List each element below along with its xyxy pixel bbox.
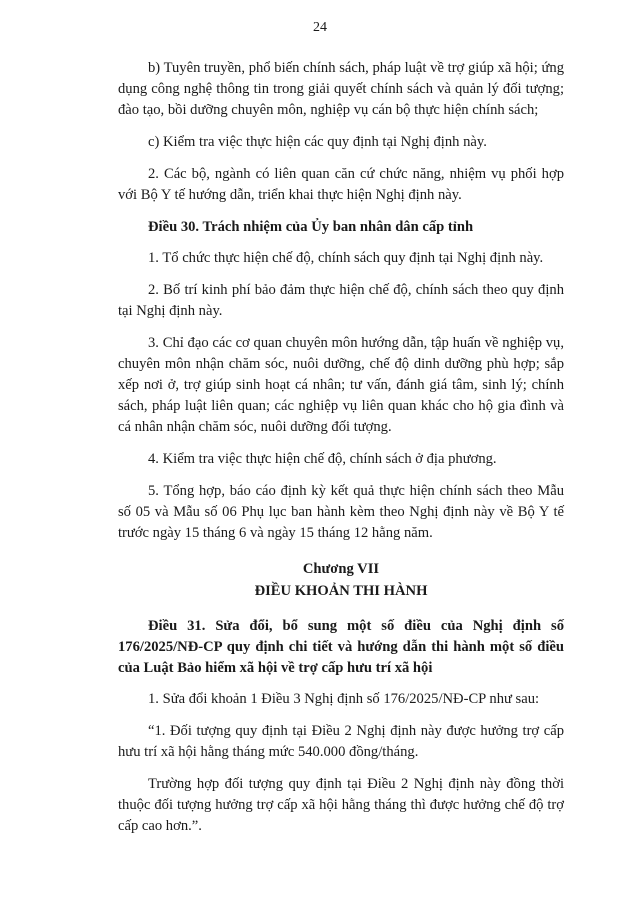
article-30-item: 2. Bố trí kinh phí bảo đảm thực hiện chế độ, chính sách theo quy định tại Nghị định này. [118,282,564,319]
article-30-item: 5. Tổng hợp, báo cáo định kỳ kết quả thực hiện chính sách theo Mẫu số 05 và Mẫu số 06 Phụ lục ban hành kèm theo Nghị định này về Bộ Y tế trước ngày 15 tháng 6 và ngày 15 tháng 12 hằng năm. [118,483,564,541]
article-30-item: 4. Kiểm tra việc thực hiện chế độ, chính sách ở địa phương. [148,451,497,467]
document-body [118,58,564,848]
article-30-item: 3. Chỉ đạo các cơ quan chuyên môn hướng dẫn, tập huấn về nghiệp vụ, chuyên môn nhận chăm sóc, nuôi dưỡng, chế độ dinh dưỡng phù hợp; sắp xếp nơi ở, trợ giúp sinh hoạt cá nhân; tư vấn, đánh giá tâm, sinh lý; chính sách, pháp luật liên quan; các nghiệp vụ liên quan khác cho hộ gia đình và cá nhân nhận chăm sóc, nuôi dưỡng đối tượng. [118,335,564,435]
paragraph: 2. Các bộ, ngành có liên quan căn cứ chức năng, nhiệm vụ phối hợp với Bộ Y tế hướng dẫn, triển khai thực hiện Nghị định này. [118,166,564,203]
paragraph: c) Kiểm tra việc thực hiện các quy định tại Nghị định này. [148,134,487,150]
paragraph: b) Tuyên truyền, phổ biến chính sách, pháp luật về trợ giúp xã hội; ứng dụng công nghệ thông tin trong giải quyết chính sách và quản lý đối tượng; đào tạo, bồi dưỡng chuyên môn, nghiệp vụ cán bộ thực hiện chính sách; [118,60,564,118]
article-31-item: 1. Sửa đổi khoản 1 Điều 3 Nghị định số 176/2025/NĐ-CP như sau: [148,691,540,707]
article-31-quote: Trường hợp đối tượng quy định tại Điều 2 Nghị định này đồng thời thuộc đối tượng hưởng trợ cấp xã hội hằng tháng thì được hưởng chế độ trợ cấp cao hơn.”. [118,776,564,834]
article-31-quote: “1. Đối tượng quy định tại Điều 2 Nghị định này được hưởng trợ cấp hưu trí xã hội hằng tháng mức 540.000 đồng/tháng. [118,723,564,760]
article-30-item: 1. Tổ chức thực hiện chế độ, chính sách quy định tại Nghị định này. [148,250,544,266]
chapter-title: ĐIỀU KHOẢN THI HÀNH [254,583,428,599]
article-30-heading: Điều 30. Trách nhiệm của Ủy ban nhân dân cấp tỉnh [148,219,474,235]
page-number: 24 [313,20,327,35]
article-31-heading: Điều 31. Sửa đổi, bổ sung một số điều của Nghị định số 176/2025/NĐ-CP quy định chi tiết và hướng dẫn thi hành một số điều của Luật Bảo hiểm xã hội về trợ cấp hưu trí xã hội [118,618,564,676]
chapter-number: Chương VII [302,561,380,577]
